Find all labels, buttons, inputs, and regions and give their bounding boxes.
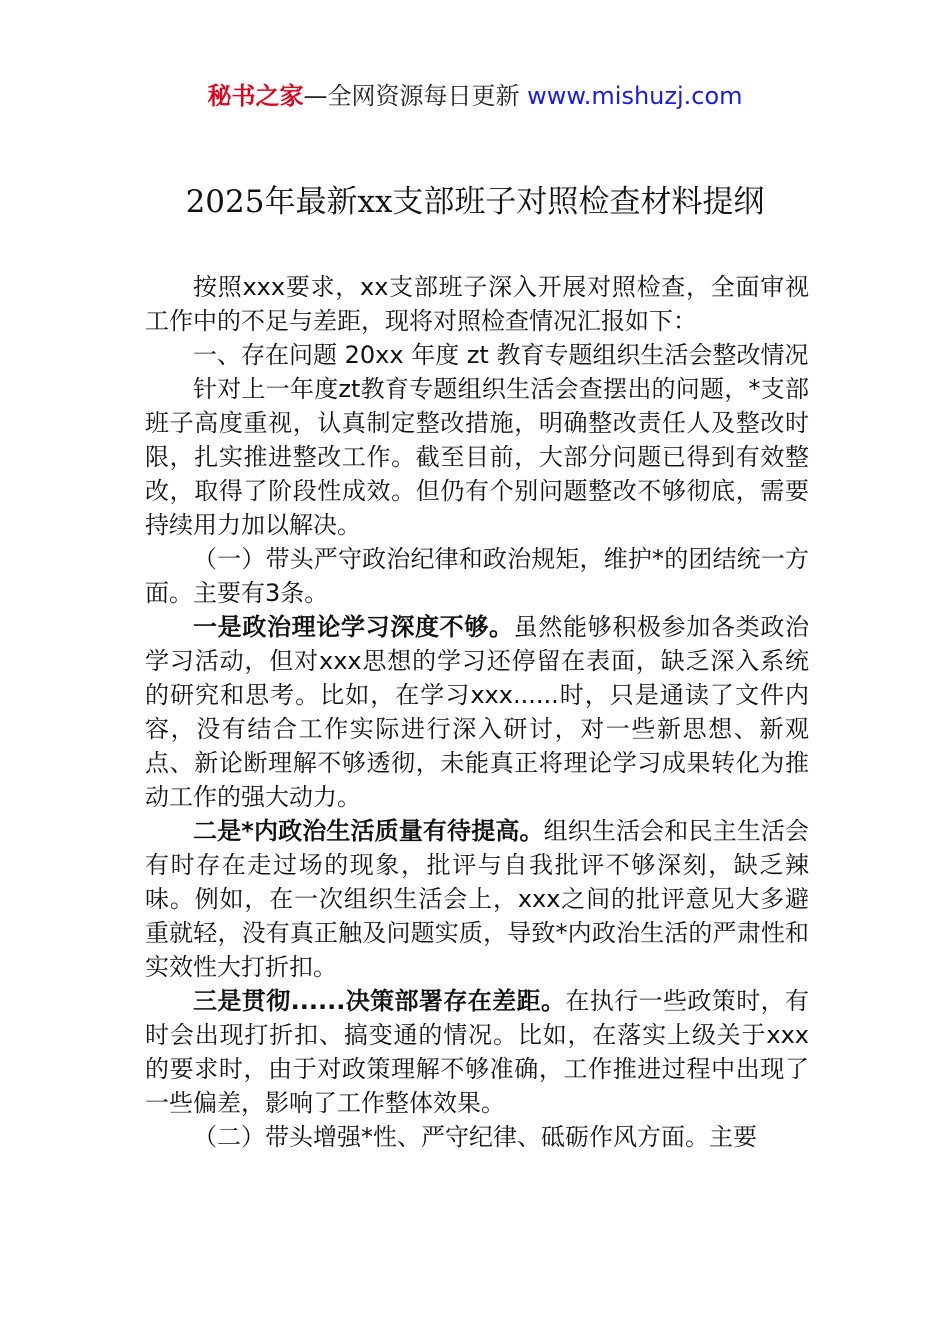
document-title: 2025年最新xx支部班子对照检查材料提纲: [185, 184, 765, 220]
document-body: [145, 270, 809, 1154]
point-text-3: 在执行一些政策时，有时会出现打折扣、搞变通的情况。比如，在落实上级关于xxx的要求时，由于对政策理解不够准确，工作推进过程中出现了一些偏差，影响了工作整体效果。: [145, 987, 810, 1117]
summary-paragraph: 针对上一年度zt教育专题组织生活会查摆出的问题，*支部班子高度重视，认真制定整改措施，明确整改责任人及整改时限，扎实推进整改工作。截至目前，大部分问题已得到有效整改，取得了阶段性成效。但仍有个别问题整改不够彻底，需要持续用力加以解决。: [145, 375, 809, 539]
subsection-heading-1: （一）带头严守政治纪律和政治规矩，维护*的团结统一方面。主要有3条。: [145, 545, 809, 607]
header-slogan: 全网资源每日更新: [327, 82, 520, 110]
site-header: [0, 78, 950, 114]
point-paragraph-1: [145, 610, 809, 814]
intro-paragraph: 按照xxx要求，xx支部班子深入开展对照检查，全面审视工作中的不足与差距，现将对照检查情况汇报如下：: [145, 273, 809, 335]
point-paragraph-2: [145, 814, 809, 984]
point-lead-1: 一是政治理论学习深度不够。: [193, 613, 514, 641]
section-heading-1: 一、存在问题 20xx 年度 zt 教育专题组织生活会整改情况: [193, 341, 809, 369]
point-text-1: 虽然能够积极参加各类政治学习活动，但对xxx思想的学习还停留在表面，缺乏深入系统的研究和思考。比如，在学习xxx......时，只是通读了文件内容，没有结合工作实际进行深入研讨，对一些新思想、新观点、新论断理解不够透彻，未能真正将理论学习成果转化为推动工作的强大动力。: [145, 613, 810, 811]
point-lead-3: 三是贯彻......决策部署存在差距。: [193, 987, 566, 1015]
point-paragraph-3: [145, 984, 809, 1120]
header-dash: —: [303, 82, 328, 110]
site-url-link[interactable]: www.mishuzj.com: [527, 82, 743, 110]
point-text-2: 组织生活会和民主生活会有时存在走过场的现象，批评与自我批评不够深刻，缺乏辣味。例如，在一次组织生活会上，xxx之间的批评意见大多避重就轻，没有真正触及问题实质，导致*内政治生活的严肃性和实效性大打折扣。: [145, 817, 809, 981]
subsection-heading-2: （二）带头增强*性、严守纪律、砥砺作风方面。主要: [193, 1123, 757, 1151]
point-lead-2: 二是*内政治生活质量有待提高。: [193, 817, 544, 845]
brand-name: 秘书之家: [207, 82, 304, 110]
